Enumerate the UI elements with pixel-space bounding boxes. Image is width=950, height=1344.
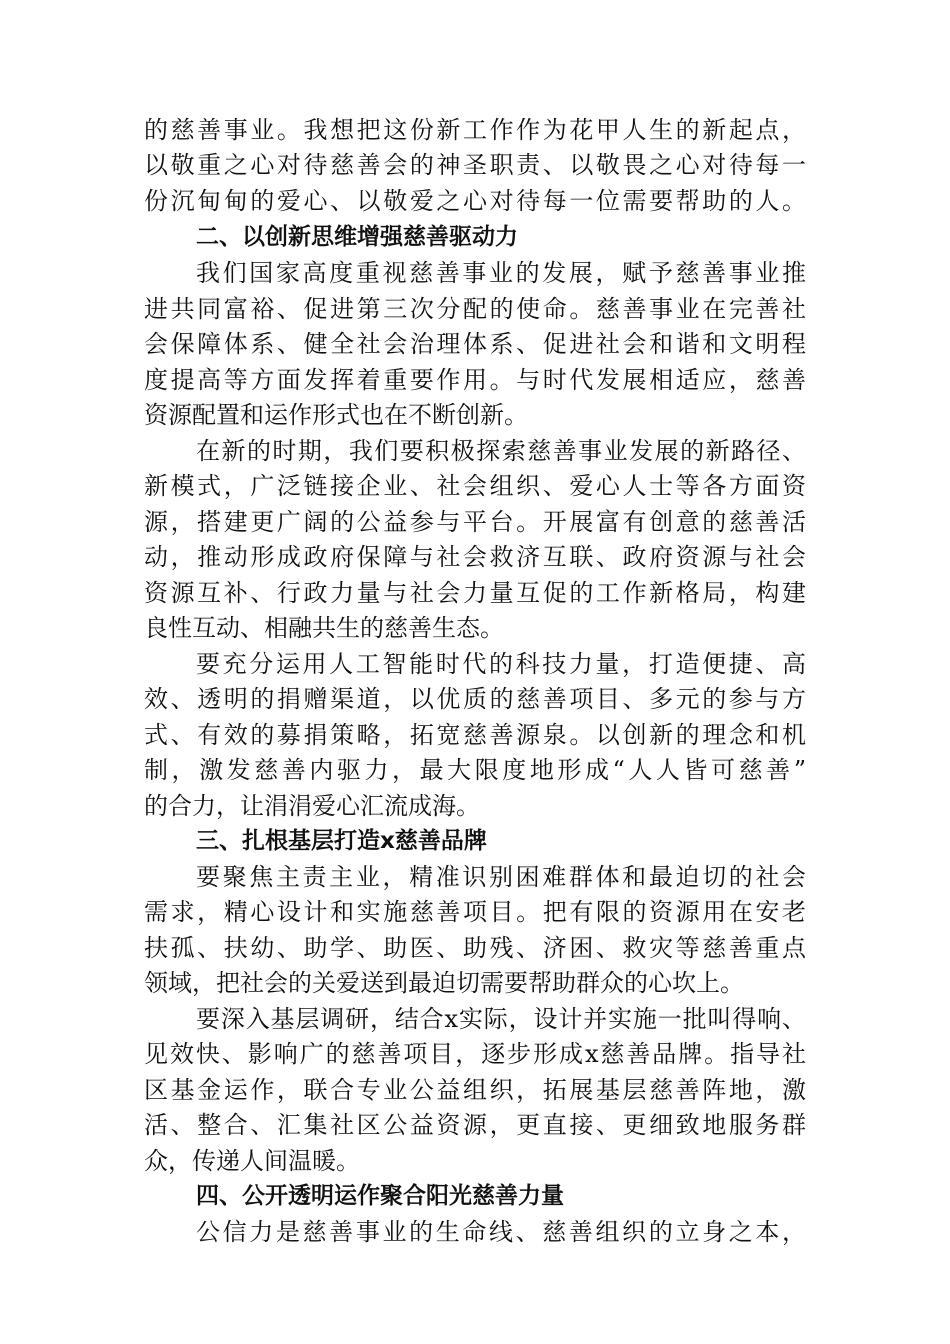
body-text-line: 扶孤、扶幼、助学、助医、助残、济困、救灾等慈善重点	[144, 934, 806, 962]
paragraph-first-line: 在新的时期，我们要积极探索慈善事业发展的新路径、	[196, 437, 806, 465]
body-text-line: 的慈善事业。我想把这份新工作作为花甲人生的新起点，	[144, 116, 806, 144]
body-text-line: 度提高等方面发挥着重要作用。与时代发展相适应，慈善	[144, 366, 806, 394]
body-text-line: 式、有效的募捐策略，拓宽慈善源泉。以创新的理念和机	[144, 721, 806, 749]
body-text-line: 众，传递人间温暖。	[144, 1147, 360, 1175]
body-text-line: 区基金运作，联合专业公益组织，拓展基层慈善阵地，激	[144, 1076, 806, 1104]
body-text-line: 良性互动、相融共生的慈善生态。	[144, 614, 504, 642]
paragraph-first-line: 公信力是慈善事业的生命线、慈善组织的立身之本，	[196, 1218, 806, 1246]
body-text-line: 源，搭建更广阔的公益参与平台。开展富有创意的慈善活	[144, 508, 806, 536]
section-heading: 四、公开透明运作聚合阳光慈善力量	[196, 1183, 564, 1209]
section-heading: 三、扎根基层打造x慈善品牌	[196, 828, 487, 854]
paragraph-first-line: 要深入基层调研，结合x实际，设计并实施一批叫得响、	[196, 1005, 806, 1033]
body-text-line: 的合力，让涓涓爱心汇流成海。	[144, 792, 480, 820]
body-text-line: 会保障体系、健全社会治理体系、促进社会和谐和文明程	[144, 330, 806, 358]
body-text-line: 动，推动形成政府保障与社会救济互联、政府资源与社会	[144, 543, 806, 571]
section-heading: 二、以创新思维增强慈善驱动力	[196, 224, 518, 250]
paragraph-first-line: 要聚焦主责主业，精准识别困难群体和最迫切的社会	[196, 863, 806, 891]
paragraph-first-line: 要充分运用人工智能时代的科技力量，打造便捷、高	[196, 650, 806, 678]
paragraph-first-line: 我们国家高度重视慈善事业的发展，赋予慈善事业推	[196, 259, 806, 287]
body-text-line: 份沉甸甸的爱心、以敬爱之心对待每一位需要帮助的人。	[144, 187, 806, 215]
body-text-line: 资源配置和运作形式也在不断创新。	[144, 401, 528, 429]
body-text-line: 见效快、影响广的慈善项目，逐步形成x慈善品牌。指导社	[144, 1040, 806, 1068]
body-text-line: 效、透明的捐赠渠道，以优质的慈善项目、多元的参与方	[144, 685, 806, 713]
body-text-line: 以敬重之心对待慈善会的神圣职责、以敬畏之心对待每一	[144, 151, 806, 179]
body-text-line: 新模式，广泛链接企业、社会组织、爱心人士等各方面资	[144, 472, 806, 500]
body-text-line: 资源互补、行政力量与社会力量互促的工作新格局，构建	[144, 579, 806, 607]
body-text-line: 领域，把社会的关爱送到最迫切需要帮助群众的心坎上。	[144, 969, 744, 997]
body-text-line: 制，激发慈善内驱力，最大限度地形成“人人皆可慈善”	[144, 756, 806, 784]
body-text-line: 活、整合、汇集社区公益资源，更直接、更细致地服务群	[144, 1111, 806, 1139]
body-text-line: 需求，精心设计和实施慈善项目。把有限的资源用在安老	[144, 898, 806, 926]
body-text-line: 进共同富裕、促进第三次分配的使命。慈善事业在完善社	[144, 295, 806, 323]
